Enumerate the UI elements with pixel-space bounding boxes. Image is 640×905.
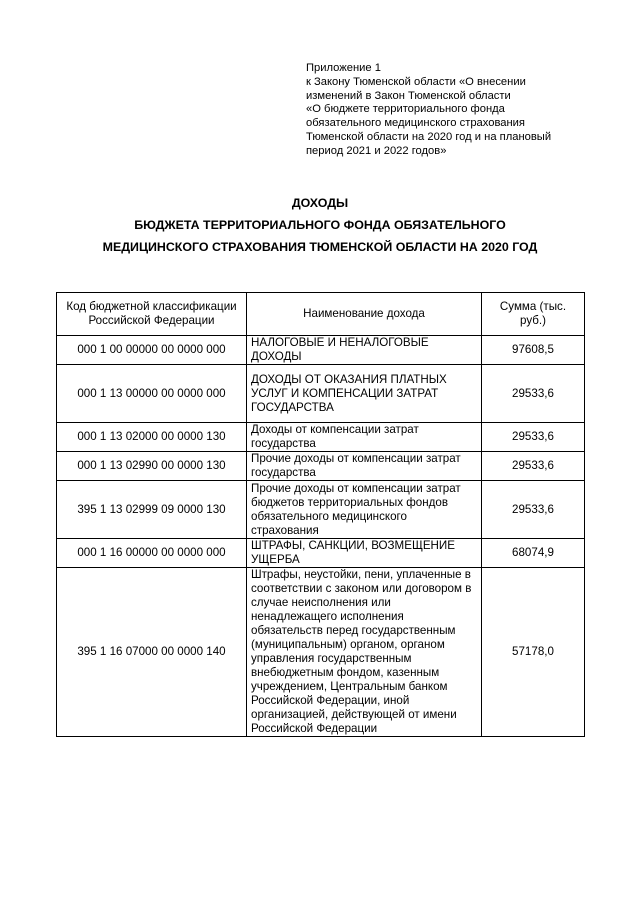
table-header-row: [57, 293, 585, 336]
document-title: [0, 192, 640, 258]
appendix-line: «О бюджете территориального фонда: [306, 103, 505, 116]
row-sum: 29533,6: [482, 452, 585, 481]
row-name: ДОХОДЫ ОТ ОКАЗАНИЯ ПЛАТНЫХ УСЛУГ И КОМПЕНСАЦИИ ЗАТРАТ ГОСУДАРСТВА: [247, 365, 482, 423]
row-code: 000 1 00 00000 00 0000 000: [57, 336, 247, 365]
row-sum: 29533,6: [482, 423, 585, 452]
row-sum: 97608,5: [482, 336, 585, 365]
row-name: Штрафы, неустойки, пени, уплаченные в соответствии с законом или договором в случае неисполнения или ненадлежащего исполнения обязательств перед государственным (муниципальным) органом, органом управления государственным внебюджетным фондом, казенным учреждением, Центральным банком Российской Федерации, иной организацией, действующей от имени Российской Федерации: [247, 568, 482, 737]
appendix-line: Приложение 1: [306, 62, 381, 74]
row-name: Доходы от компенсации затрат государства: [247, 423, 482, 452]
row-name: Прочие доходы от компенсации затрат государства: [247, 452, 482, 481]
appendix-line: период 2021 и 2022 годов»: [306, 144, 447, 157]
table-row: [57, 365, 585, 423]
header-code: Код бюджетной классификации Российской Федерации: [57, 293, 247, 336]
title-line-1: ДОХОДЫ: [291, 196, 349, 210]
appendix-line: к Закону Тюменской области «О внесении: [306, 75, 526, 88]
table-row: [57, 452, 585, 481]
appendix-note: [306, 62, 596, 159]
appendix-line: изменений в Закон Тюменской области: [306, 89, 511, 102]
revenue-table: [56, 292, 585, 737]
table-row: [57, 481, 585, 539]
title-line-3: МЕДИЦИНСКОГО СТРАХОВАНИЯ ТЮМЕНСКОЙ ОБЛАСТИ НА 2020 ГОД: [102, 240, 538, 254]
table-row: [57, 423, 585, 452]
row-sum: 29533,6: [482, 365, 585, 423]
row-code: 000 1 16 00000 00 0000 000: [57, 539, 247, 568]
table-row: [57, 539, 585, 568]
appendix-line: Тюменской области на 2020 год и на плановый: [306, 130, 552, 143]
header-name: Наименование дохода: [247, 293, 482, 336]
row-code: 395 1 16 07000 00 0000 140: [57, 568, 247, 737]
row-name: НАЛОГОВЫЕ И НЕНАЛОГОВЫЕ ДОХОДЫ: [247, 336, 482, 365]
row-name: ШТРАФЫ, САНКЦИИ, ВОЗМЕЩЕНИЕ УЩЕРБА: [247, 539, 482, 568]
table-row: [57, 568, 585, 737]
title-line-2: БЮДЖЕТА ТЕРРИТОРИАЛЬНОГО ФОНДА ОБЯЗАТЕЛЬНОГО: [134, 218, 506, 232]
header-sum: Сумма (тыс. руб.): [482, 293, 585, 336]
row-sum: 57178,0: [482, 568, 585, 737]
row-code: 000 1 13 02000 00 0000 130: [57, 423, 247, 452]
row-sum: 68074,9: [482, 539, 585, 568]
row-code: 395 1 13 02999 09 0000 130: [57, 481, 247, 539]
row-code: 000 1 13 02990 00 0000 130: [57, 452, 247, 481]
row-sum: 29533,6: [482, 481, 585, 539]
row-name: Прочие доходы от компенсации затрат бюджетов территориальных фондов обязательного медицинского страхования: [247, 481, 482, 539]
row-code: 000 1 13 00000 00 0000 000: [57, 365, 247, 423]
table-row: [57, 336, 585, 365]
appendix-line: обязательного медицинского страхования: [306, 117, 525, 130]
